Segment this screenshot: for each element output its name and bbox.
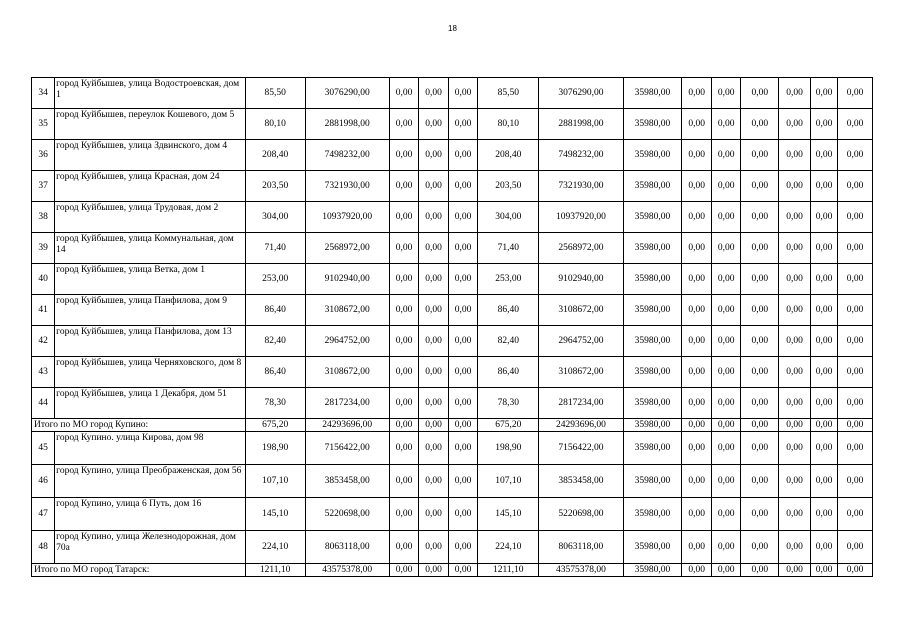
address-cell: город Куйбышев, улица Панфилова, дом 9 xyxy=(55,295,246,326)
row-number: 43 xyxy=(32,357,55,388)
value-cell: 0,00 xyxy=(741,140,779,171)
value-cell: 2964752,00 xyxy=(305,326,389,357)
value-cell: 24293696,00 xyxy=(305,419,389,432)
value-cell: 0,00 xyxy=(682,432,711,465)
value-cell: 0,00 xyxy=(711,171,740,202)
table-row xyxy=(32,432,873,465)
value-cell: 9102940,00 xyxy=(305,264,389,295)
value-cell: 253,00 xyxy=(245,264,305,295)
value-cell: 0,00 xyxy=(389,264,418,295)
row-number: 40 xyxy=(32,264,55,295)
value-cell: 0,00 xyxy=(838,465,873,498)
table-row xyxy=(32,326,873,357)
value-cell: 0,00 xyxy=(389,295,418,326)
value-cell: 107,10 xyxy=(245,465,305,498)
value-cell: 0,00 xyxy=(711,465,740,498)
value-cell: 0,00 xyxy=(741,419,779,432)
value-cell: 0,00 xyxy=(810,202,837,233)
table-row xyxy=(32,357,873,388)
value-cell: 3853458,00 xyxy=(305,465,389,498)
value-cell: 0,00 xyxy=(389,432,418,465)
value-cell: 0,00 xyxy=(448,388,477,419)
value-cell: 0,00 xyxy=(810,419,837,432)
value-cell: 86,40 xyxy=(245,357,305,388)
address-cell: город Куйбышев, улица Здвинского, дом 4 xyxy=(55,140,246,171)
value-cell: 24293696,00 xyxy=(539,419,623,432)
value-cell: 0,00 xyxy=(779,233,811,264)
value-cell: 2817234,00 xyxy=(305,388,389,419)
value-cell: 86,40 xyxy=(478,357,539,388)
value-cell: 2568972,00 xyxy=(305,233,389,264)
value-cell: 0,00 xyxy=(741,388,779,419)
value-cell: 675,20 xyxy=(478,419,539,432)
value-cell: 0,00 xyxy=(711,78,740,109)
value-cell: 0,00 xyxy=(838,78,873,109)
value-cell: 2817234,00 xyxy=(539,388,623,419)
value-cell: 43575378,00 xyxy=(539,564,623,577)
value-cell: 0,00 xyxy=(419,326,448,357)
value-cell: 8063118,00 xyxy=(305,531,389,564)
value-cell: 0,00 xyxy=(779,202,811,233)
value-cell: 35980,00 xyxy=(623,564,682,577)
value-cell: 0,00 xyxy=(448,78,477,109)
table-row xyxy=(32,78,873,109)
value-cell: 0,00 xyxy=(741,465,779,498)
total-label: Итого по МО город Татарск: xyxy=(32,564,246,577)
value-cell: 0,00 xyxy=(682,109,711,140)
value-cell: 0,00 xyxy=(682,531,711,564)
value-cell: 9102940,00 xyxy=(539,264,623,295)
value-cell: 0,00 xyxy=(682,326,711,357)
value-cell: 85,50 xyxy=(478,78,539,109)
value-cell: 0,00 xyxy=(741,326,779,357)
value-cell: 0,00 xyxy=(711,140,740,171)
value-cell: 0,00 xyxy=(682,465,711,498)
value-cell: 0,00 xyxy=(448,140,477,171)
value-cell: 82,40 xyxy=(478,326,539,357)
value-cell: 7156422,00 xyxy=(539,432,623,465)
value-cell: 0,00 xyxy=(779,326,811,357)
value-cell: 0,00 xyxy=(779,419,811,432)
value-cell: 0,00 xyxy=(448,357,477,388)
address-cell: город Куйбышев, улица Трудовая, дом 2 xyxy=(55,202,246,233)
value-cell: 0,00 xyxy=(741,432,779,465)
value-cell: 0,00 xyxy=(810,388,837,419)
table-body xyxy=(32,78,873,577)
value-cell: 0,00 xyxy=(419,498,448,531)
value-cell: 208,40 xyxy=(245,140,305,171)
value-cell: 0,00 xyxy=(838,233,873,264)
value-cell: 0,00 xyxy=(838,498,873,531)
value-cell: 0,00 xyxy=(419,388,448,419)
value-cell: 0,00 xyxy=(389,202,418,233)
total-row xyxy=(32,564,873,577)
value-cell: 35980,00 xyxy=(623,171,682,202)
value-cell: 0,00 xyxy=(419,140,448,171)
value-cell: 0,00 xyxy=(779,78,811,109)
value-cell: 0,00 xyxy=(682,140,711,171)
value-cell: 0,00 xyxy=(419,465,448,498)
value-cell: 0,00 xyxy=(682,295,711,326)
value-cell: 0,00 xyxy=(389,419,418,432)
value-cell: 0,00 xyxy=(779,357,811,388)
row-number: 46 xyxy=(32,465,55,498)
value-cell: 82,40 xyxy=(245,326,305,357)
address-cell: город Купино, улица 6 Путь, дом 16 xyxy=(55,498,246,531)
value-cell: 0,00 xyxy=(389,109,418,140)
value-cell: 0,00 xyxy=(838,264,873,295)
table-row xyxy=(32,171,873,202)
value-cell: 2568972,00 xyxy=(539,233,623,264)
value-cell: 8063118,00 xyxy=(539,531,623,564)
value-cell: 7321930,00 xyxy=(539,171,623,202)
value-cell: 0,00 xyxy=(389,326,418,357)
table-row xyxy=(32,388,873,419)
value-cell: 0,00 xyxy=(711,326,740,357)
row-number: 38 xyxy=(32,202,55,233)
page-number: 18 xyxy=(448,24,457,33)
value-cell: 0,00 xyxy=(810,109,837,140)
row-number: 37 xyxy=(32,171,55,202)
row-number: 36 xyxy=(32,140,55,171)
value-cell: 0,00 xyxy=(779,109,811,140)
address-cell: город Куйбышев, улица Панфилова, дом 13 xyxy=(55,326,246,357)
value-cell: 7498232,00 xyxy=(305,140,389,171)
value-cell: 0,00 xyxy=(419,233,448,264)
value-cell: 0,00 xyxy=(810,233,837,264)
row-number: 41 xyxy=(32,295,55,326)
value-cell: 675,20 xyxy=(245,419,305,432)
value-cell: 35980,00 xyxy=(623,109,682,140)
value-cell: 0,00 xyxy=(779,171,811,202)
value-cell: 0,00 xyxy=(448,432,477,465)
total-label: Итого по МО город Купино: xyxy=(32,419,246,432)
value-cell: 0,00 xyxy=(682,498,711,531)
value-cell: 0,00 xyxy=(682,357,711,388)
value-cell: 0,00 xyxy=(448,233,477,264)
value-cell: 7321930,00 xyxy=(305,171,389,202)
value-cell: 10937920,00 xyxy=(539,202,623,233)
value-cell: 0,00 xyxy=(448,264,477,295)
value-cell: 203,50 xyxy=(478,171,539,202)
value-cell: 0,00 xyxy=(838,357,873,388)
value-cell: 0,00 xyxy=(838,171,873,202)
value-cell: 0,00 xyxy=(682,202,711,233)
table-row xyxy=(32,109,873,140)
value-cell: 0,00 xyxy=(389,498,418,531)
value-cell: 208,40 xyxy=(478,140,539,171)
value-cell: 0,00 xyxy=(682,419,711,432)
value-cell: 35980,00 xyxy=(623,202,682,233)
value-cell: 0,00 xyxy=(810,295,837,326)
value-cell: 304,00 xyxy=(478,202,539,233)
value-cell: 0,00 xyxy=(838,388,873,419)
value-cell: 35980,00 xyxy=(623,326,682,357)
value-cell: 0,00 xyxy=(741,357,779,388)
value-cell: 0,00 xyxy=(838,419,873,432)
row-number: 47 xyxy=(32,498,55,531)
value-cell: 3108672,00 xyxy=(539,295,623,326)
value-cell: 0,00 xyxy=(810,140,837,171)
value-cell: 0,00 xyxy=(711,531,740,564)
value-cell: 0,00 xyxy=(682,78,711,109)
value-cell: 0,00 xyxy=(448,564,477,577)
value-cell: 0,00 xyxy=(779,264,811,295)
value-cell: 0,00 xyxy=(838,109,873,140)
value-cell: 0,00 xyxy=(838,564,873,577)
value-cell: 0,00 xyxy=(741,295,779,326)
value-cell: 35980,00 xyxy=(623,233,682,264)
value-cell: 224,10 xyxy=(245,531,305,564)
address-cell: город Купино, улица Железнодорожная, дом 70а xyxy=(55,531,246,564)
value-cell: 0,00 xyxy=(419,531,448,564)
value-cell: 10937920,00 xyxy=(305,202,389,233)
value-cell: 203,50 xyxy=(245,171,305,202)
value-cell: 0,00 xyxy=(711,202,740,233)
value-cell: 3108672,00 xyxy=(305,357,389,388)
value-cell: 0,00 xyxy=(448,419,477,432)
value-cell: 0,00 xyxy=(419,432,448,465)
value-cell: 0,00 xyxy=(779,498,811,531)
value-cell: 35980,00 xyxy=(623,498,682,531)
value-cell: 0,00 xyxy=(838,202,873,233)
value-cell: 0,00 xyxy=(448,202,477,233)
address-cell: город Куйбышев, улица 1 Декабря, дом 51 xyxy=(55,388,246,419)
row-number: 44 xyxy=(32,388,55,419)
value-cell: 0,00 xyxy=(448,498,477,531)
value-cell: 0,00 xyxy=(419,202,448,233)
value-cell: 0,00 xyxy=(682,388,711,419)
value-cell: 0,00 xyxy=(810,498,837,531)
housing-table xyxy=(31,77,873,577)
value-cell: 35980,00 xyxy=(623,531,682,564)
value-cell: 145,10 xyxy=(245,498,305,531)
value-cell: 0,00 xyxy=(711,432,740,465)
value-cell: 0,00 xyxy=(419,564,448,577)
value-cell: 0,00 xyxy=(682,233,711,264)
table-row xyxy=(32,202,873,233)
value-cell: 2881998,00 xyxy=(539,109,623,140)
value-cell: 0,00 xyxy=(389,531,418,564)
value-cell: 0,00 xyxy=(810,531,837,564)
value-cell: 7498232,00 xyxy=(539,140,623,171)
value-cell: 0,00 xyxy=(741,109,779,140)
value-cell: 0,00 xyxy=(711,388,740,419)
value-cell: 0,00 xyxy=(419,357,448,388)
value-cell: 107,10 xyxy=(478,465,539,498)
value-cell: 0,00 xyxy=(741,498,779,531)
value-cell: 0,00 xyxy=(810,465,837,498)
value-cell: 0,00 xyxy=(741,531,779,564)
value-cell: 71,40 xyxy=(245,233,305,264)
value-cell: 0,00 xyxy=(779,295,811,326)
value-cell: 0,00 xyxy=(389,564,418,577)
value-cell: 0,00 xyxy=(448,171,477,202)
address-cell: город Куйбышев, улица Водостроевская, дом 1 xyxy=(55,78,246,109)
value-cell: 1211,10 xyxy=(478,564,539,577)
value-cell: 0,00 xyxy=(711,233,740,264)
address-cell: город Куйбышев, улица Ветка, дом 1 xyxy=(55,264,246,295)
value-cell: 80,10 xyxy=(478,109,539,140)
value-cell: 0,00 xyxy=(448,465,477,498)
value-cell: 0,00 xyxy=(419,109,448,140)
value-cell: 304,00 xyxy=(245,202,305,233)
value-cell: 0,00 xyxy=(838,432,873,465)
value-cell: 0,00 xyxy=(779,140,811,171)
value-cell: 35980,00 xyxy=(623,264,682,295)
value-cell: 3076290,00 xyxy=(305,78,389,109)
value-cell: 253,00 xyxy=(478,264,539,295)
value-cell: 0,00 xyxy=(682,564,711,577)
value-cell: 0,00 xyxy=(389,388,418,419)
address-cell: город Куйбышев, переулок Кошевого, дом 5 xyxy=(55,109,246,140)
value-cell: 0,00 xyxy=(448,295,477,326)
value-cell: 0,00 xyxy=(389,357,418,388)
value-cell: 7156422,00 xyxy=(305,432,389,465)
value-cell: 0,00 xyxy=(810,564,837,577)
value-cell: 0,00 xyxy=(779,432,811,465)
value-cell: 198,90 xyxy=(478,432,539,465)
value-cell: 0,00 xyxy=(389,171,418,202)
value-cell: 0,00 xyxy=(711,419,740,432)
value-cell: 0,00 xyxy=(810,357,837,388)
value-cell: 0,00 xyxy=(779,531,811,564)
row-number: 48 xyxy=(32,531,55,564)
value-cell: 0,00 xyxy=(419,264,448,295)
table-row xyxy=(32,465,873,498)
value-cell: 224,10 xyxy=(478,531,539,564)
row-number: 35 xyxy=(32,109,55,140)
address-cell: город Купино. улица Кирова, дом 98 xyxy=(55,432,246,465)
value-cell: 0,00 xyxy=(838,140,873,171)
value-cell: 35980,00 xyxy=(623,419,682,432)
row-number: 42 xyxy=(32,326,55,357)
value-cell: 35980,00 xyxy=(623,78,682,109)
value-cell: 0,00 xyxy=(741,264,779,295)
value-cell: 0,00 xyxy=(711,498,740,531)
table-row xyxy=(32,233,873,264)
value-cell: 0,00 xyxy=(741,78,779,109)
value-cell: 35980,00 xyxy=(623,295,682,326)
table-row xyxy=(32,264,873,295)
value-cell: 3853458,00 xyxy=(539,465,623,498)
value-cell: 0,00 xyxy=(838,531,873,564)
value-cell: 0,00 xyxy=(741,171,779,202)
address-cell: город Куйбышев, улица Коммунальная, дом 14 xyxy=(55,233,246,264)
value-cell: 0,00 xyxy=(838,295,873,326)
total-row xyxy=(32,419,873,432)
address-cell: город Куйбышев, улица Красная, дом 24 xyxy=(55,171,246,202)
value-cell: 0,00 xyxy=(810,326,837,357)
value-cell: 3076290,00 xyxy=(539,78,623,109)
value-cell: 3108672,00 xyxy=(539,357,623,388)
value-cell: 0,00 xyxy=(779,465,811,498)
value-cell: 0,00 xyxy=(838,326,873,357)
table-row xyxy=(32,140,873,171)
address-cell: город Купино, улица Преображенская, дом 56 xyxy=(55,465,246,498)
value-cell: 0,00 xyxy=(419,78,448,109)
table-row xyxy=(32,498,873,531)
value-cell: 35980,00 xyxy=(623,140,682,171)
value-cell: 0,00 xyxy=(419,295,448,326)
value-cell: 0,00 xyxy=(711,564,740,577)
row-number: 39 xyxy=(32,233,55,264)
value-cell: 78,30 xyxy=(478,388,539,419)
value-cell: 0,00 xyxy=(810,432,837,465)
table-row xyxy=(32,531,873,564)
value-cell: 35980,00 xyxy=(623,388,682,419)
value-cell: 0,00 xyxy=(389,465,418,498)
value-cell: 0,00 xyxy=(711,357,740,388)
value-cell: 35980,00 xyxy=(623,357,682,388)
value-cell: 71,40 xyxy=(478,233,539,264)
value-cell: 43575378,00 xyxy=(305,564,389,577)
row-number: 45 xyxy=(32,432,55,465)
value-cell: 1211,10 xyxy=(245,564,305,577)
value-cell: 78,30 xyxy=(245,388,305,419)
value-cell: 0,00 xyxy=(810,264,837,295)
value-cell: 0,00 xyxy=(810,78,837,109)
value-cell: 0,00 xyxy=(810,171,837,202)
value-cell: 5220698,00 xyxy=(305,498,389,531)
value-cell: 86,40 xyxy=(478,295,539,326)
value-cell: 145,10 xyxy=(478,498,539,531)
table-row xyxy=(32,295,873,326)
value-cell: 0,00 xyxy=(389,233,418,264)
value-cell: 0,00 xyxy=(419,419,448,432)
address-cell: город Куйбышев, улица Черняховского, дом 8 xyxy=(55,357,246,388)
value-cell: 2881998,00 xyxy=(305,109,389,140)
value-cell: 0,00 xyxy=(389,78,418,109)
value-cell: 0,00 xyxy=(741,202,779,233)
value-cell: 0,00 xyxy=(711,109,740,140)
value-cell: 0,00 xyxy=(448,109,477,140)
value-cell: 0,00 xyxy=(711,264,740,295)
value-cell: 0,00 xyxy=(448,531,477,564)
value-cell: 35980,00 xyxy=(623,465,682,498)
value-cell: 2964752,00 xyxy=(539,326,623,357)
value-cell: 0,00 xyxy=(419,171,448,202)
value-cell: 35980,00 xyxy=(623,432,682,465)
row-number: 34 xyxy=(32,78,55,109)
value-cell: 0,00 xyxy=(741,233,779,264)
value-cell: 0,00 xyxy=(389,140,418,171)
value-cell: 5220698,00 xyxy=(539,498,623,531)
value-cell: 0,00 xyxy=(448,326,477,357)
value-cell: 0,00 xyxy=(779,388,811,419)
value-cell: 0,00 xyxy=(779,564,811,577)
value-cell: 86,40 xyxy=(245,295,305,326)
value-cell: 0,00 xyxy=(682,171,711,202)
value-cell: 0,00 xyxy=(741,564,779,577)
value-cell: 85,50 xyxy=(245,78,305,109)
value-cell: 80,10 xyxy=(245,109,305,140)
value-cell: 198,90 xyxy=(245,432,305,465)
value-cell: 0,00 xyxy=(682,264,711,295)
value-cell: 0,00 xyxy=(711,295,740,326)
value-cell: 3108672,00 xyxy=(305,295,389,326)
